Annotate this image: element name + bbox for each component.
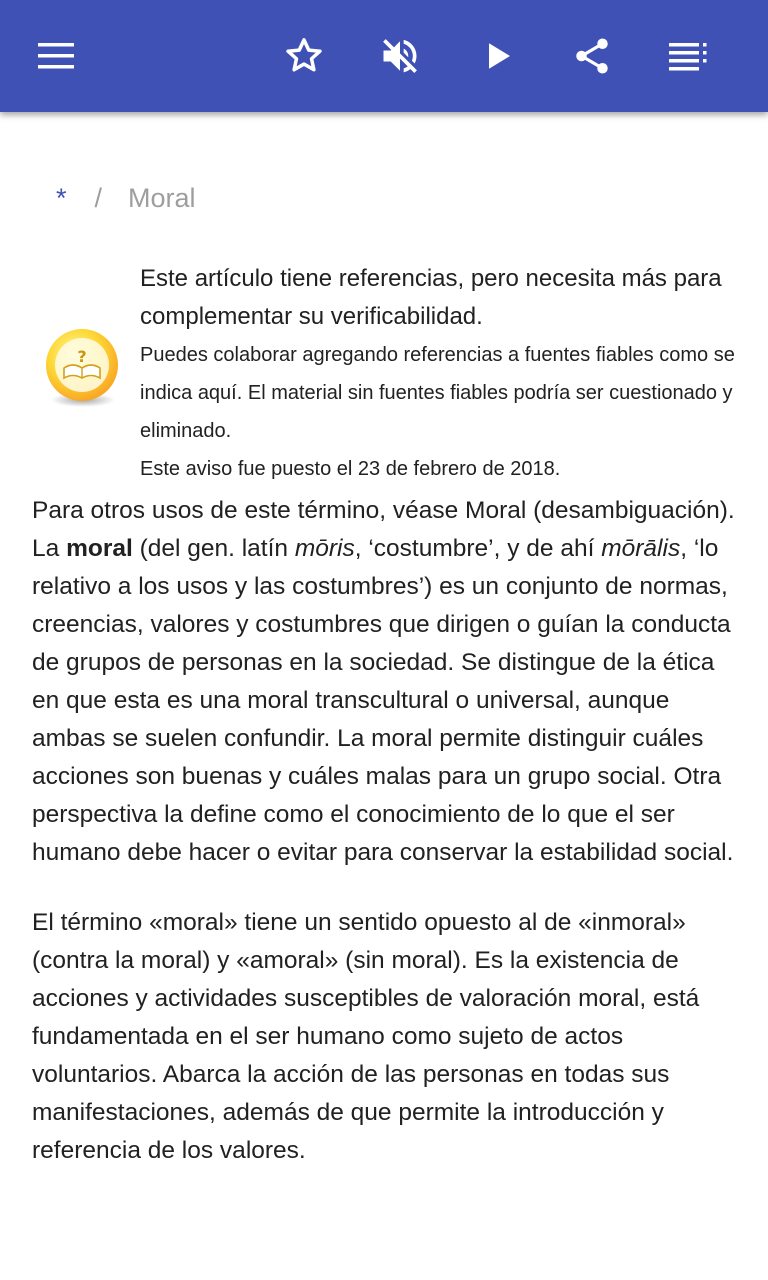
volume-off-icon [378, 34, 422, 78]
breadcrumb [56, 178, 196, 218]
playlist-icon [668, 41, 708, 71]
play-button[interactable] [470, 28, 526, 84]
breadcrumb-home-link[interactable]: * [56, 182, 67, 213]
contents-button[interactable] [660, 28, 716, 84]
text-span: , ‘costumbre’, y de ahí [354, 535, 602, 562]
mute-button[interactable] [372, 28, 428, 84]
text-span: , ‘lo relativo a los usos y las costumbres’) es un conjunto de normas, creencias, valores y costumbres que dirigen o guían la conducta de grupos de personas en la sociedad. Se distingue de la ética en que esta es una moral transcultural o universal, aunque ambas se suelen confundir. La moral permite distinguir cuáles acciones son buenas y cuáles malas para un grupo social. Otra perspectiva la define como el conocimiento de lo que el ser humano debe hacer o evitar para conservar la estabilidad social. [32, 535, 734, 866]
app-bar [0, 0, 768, 112]
paragraph-gap [32, 872, 742, 904]
share-icon [571, 35, 613, 77]
article-body [32, 492, 742, 1170]
play-icon [480, 38, 516, 74]
breadcrumb-current: Moral [128, 182, 196, 213]
notice-headline: Este artículo tiene referencias, pero necesita más para complementar su verificabilidad. [140, 265, 722, 330]
references-notice [0, 258, 768, 490]
article-paragraph [32, 530, 742, 872]
book-question-icon [44, 328, 122, 408]
star-outline-icon [282, 34, 326, 78]
notice-date: Este aviso fue puesto el 23 de febrero de 2018. [140, 458, 561, 480]
favorite-button[interactable] [276, 28, 332, 84]
breadcrumb-separator: / [94, 182, 103, 213]
notice-body: Puedes colaborar agregando referencias a fuentes fiables como se indica aquí. El material sin fuentes fiables podría ser cuestionado y eliminado. [140, 344, 735, 442]
text-span: La [32, 535, 67, 562]
latin-term: mōris [294, 535, 355, 562]
svg-text:?: ? [77, 347, 87, 366]
latin-term: mōrālis [601, 535, 681, 562]
menu-button[interactable] [28, 28, 84, 84]
term-bold: moral [66, 535, 133, 562]
menu-icon [36, 41, 76, 71]
disambiguation-note[interactable]: Para otros usos de este término, véase Moral (desambiguación). [32, 497, 735, 524]
text-span: (del gen. latín [132, 535, 295, 562]
share-button[interactable] [564, 28, 620, 84]
article-paragraph: El término «moral» tiene un sentido opuesto al de «inmoral» (contra la moral) y «amoral» (sin moral). Es la existencia de acciones y actividades susceptibles de valoración moral, está fundamentada en el ser humano como sujeto de actos voluntarios. Abarca la acción de las personas en todas sus manifestaciones, además de que permite la introducción y referencia de los valores. [32, 909, 700, 1164]
